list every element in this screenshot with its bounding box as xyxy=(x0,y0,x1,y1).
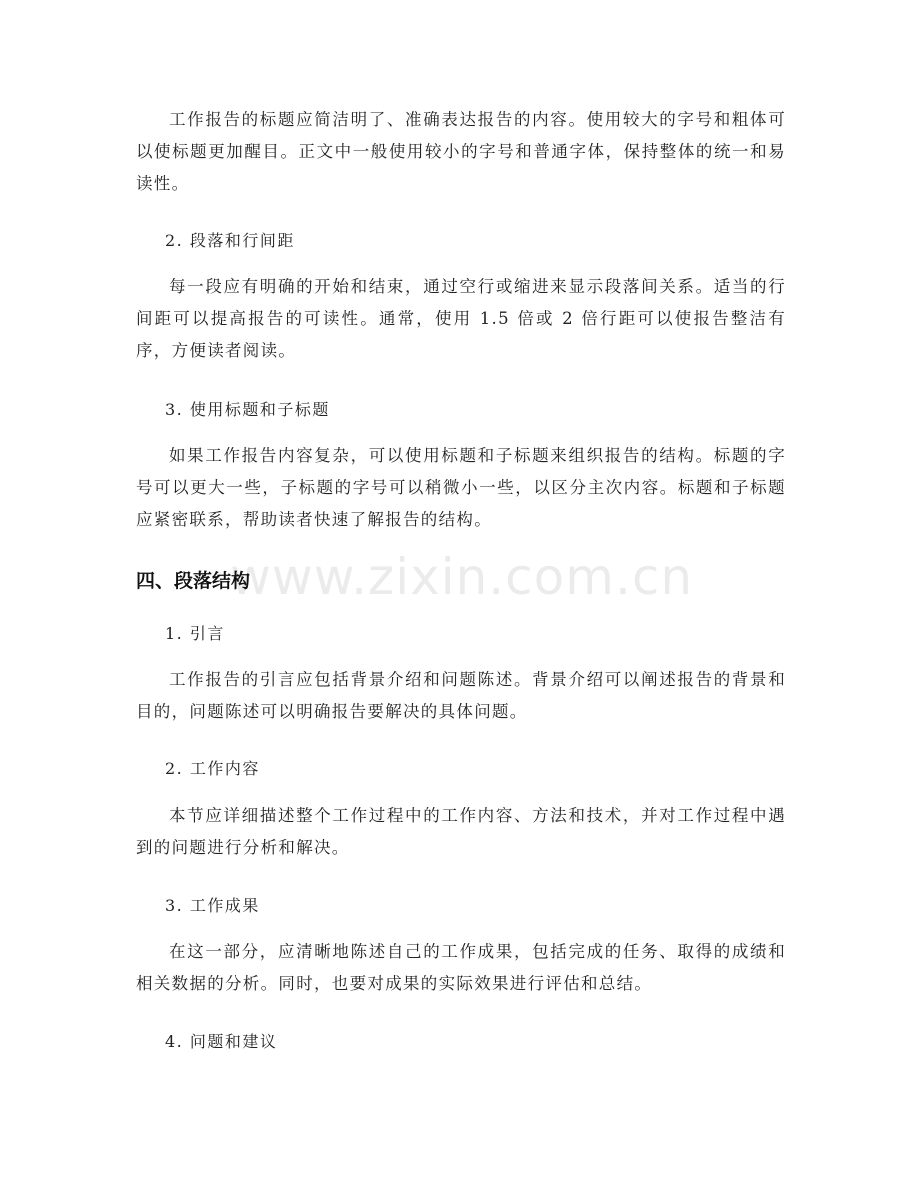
subheading-issues-suggestions: 4. 问题和建议 xyxy=(165,1032,278,1051)
subheading-work-content: 2. 工作内容 xyxy=(165,759,260,778)
paragraph-work-content: 本节应详细描述整个工作过程中的工作内容、方法和技术，并对工作过程中遇到的问题进行分析和解决。 xyxy=(136,806,786,857)
paragraph-title-font: 工作报告的标题应简洁明了、准确表达报告的内容。使用较大的字号和粗体可以使标题更加醒目。正文中一般使用较小的字号和普通字体，保持整体的统一和易读性。 xyxy=(136,110,786,193)
subheading-introduction: 1. 引言 xyxy=(165,624,225,643)
section-heading-paragraph-structure: 四、段落结构 xyxy=(136,570,251,592)
paragraph-introduction: 工作报告的引言应包括背景介绍和问题陈述。背景介绍可以阐述报告的背景和目的，问题陈述可以明确报告要解决的具体问题。 xyxy=(136,670,786,721)
paragraph-work-results: 在这一部分，应清晰地陈述自己的工作成果，包括完成的任务、取得的成绩和相关数据的分析。同时，也要对成果的实际效果进行评估和总结。 xyxy=(136,942,786,993)
subheading-work-results: 3. 工作成果 xyxy=(165,896,260,915)
subheading-headings: 3. 使用标题和子标题 xyxy=(165,400,330,419)
paragraph-headings: 如果工作报告内容复杂，可以使用标题和子标题来组织报告的结构。标题的字号可以更大一些，子标题的字号可以稍微小一些，以区分主次内容。标题和子标题应紧密联系，帮助读者快速了解报告的结构。 xyxy=(136,446,786,529)
watermark: www.zixin.com.cn xyxy=(230,548,694,606)
subheading-paragraph-spacing: 2. 段落和行间距 xyxy=(165,231,295,250)
paragraph-paragraph-spacing: 每一段应有明确的开始和结束，通过空行或缩进来显示段落间关系。适当的行间距可以提高报告的可读性。通常，使用 1.5 倍或 2 倍行距可以使报告整洁有序，方便读者阅读。 xyxy=(136,277,786,360)
